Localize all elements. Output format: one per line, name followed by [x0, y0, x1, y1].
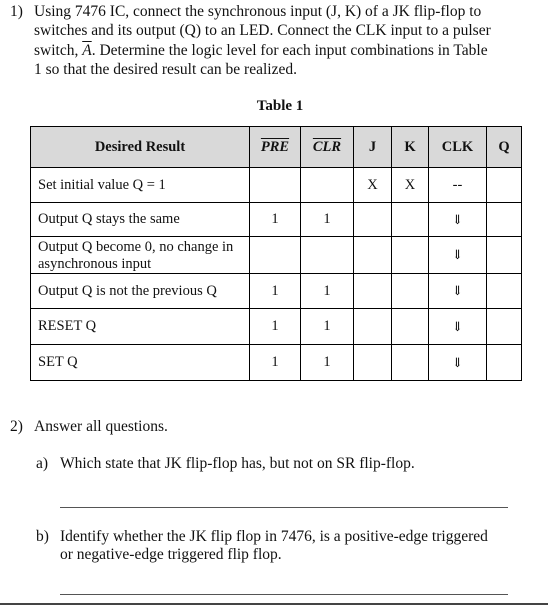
- row-desc: Set initial value Q = 1: [31, 168, 250, 203]
- question-2b-label: b): [36, 528, 49, 545]
- cell-q: [487, 309, 522, 345]
- table-row: [31, 309, 522, 345]
- cell-k: X: [392, 168, 429, 203]
- table-row: [31, 168, 522, 203]
- cell-pre: 1: [250, 345, 301, 381]
- question-1-line-2: switches and its output (Q) to an LED. Connect the CLK input to a pulser: [34, 22, 491, 39]
- row-desc: Output Q become 0, no change in asynchronous input: [31, 237, 250, 274]
- table-row: [31, 237, 522, 274]
- question-2b-line-1: Identify whether the JK flip flop in 7476, is a positive-edge triggered: [60, 528, 488, 545]
- page-bottom-divider: [0, 603, 548, 605]
- cell-j: [354, 203, 392, 237]
- table-row: [31, 345, 522, 381]
- table-row: [31, 203, 522, 237]
- header-j: J: [354, 127, 392, 168]
- question-2a-label: a): [36, 455, 49, 472]
- cell-j: [354, 237, 392, 274]
- cell-clr: 1: [301, 345, 354, 381]
- header-pre: $\overline{PRE}$: [250, 127, 301, 168]
- cell-q: [487, 203, 522, 237]
- question-1-line-3-start: switch,: [34, 42, 79, 59]
- row-desc: Output Q stays the same: [31, 203, 250, 237]
- question-1-line-1: Using 7476 IC, connect the synchronous input (J, K) of a JK flip-flop to: [34, 3, 482, 20]
- clk-falling-edge-arrow-icon: ⇓: [429, 203, 487, 237]
- question-1-line-4: 1 so that the desired result can be realized.: [34, 61, 297, 78]
- question-2b-line-2: or negative-edge triggered flip flop.: [60, 546, 282, 563]
- row-desc: SET Q: [31, 345, 250, 381]
- cell-q: [487, 274, 522, 309]
- cell-clk: --: [429, 168, 487, 203]
- cell-q: [487, 168, 522, 203]
- header-clr: $\overline{CLR}$: [301, 127, 354, 168]
- cell-j: [354, 309, 392, 345]
- cell-k: [392, 203, 429, 237]
- question-1-line-3-end: . Determine the logic level for each input combinations in Table: [91, 42, 488, 59]
- table-title: Table 1: [256, 98, 304, 114]
- cell-k: [392, 309, 429, 345]
- cell-pre: 1: [250, 309, 301, 345]
- answer-line-a[interactable]: [60, 507, 508, 508]
- cell-clr: [301, 237, 354, 274]
- question-2a-text: Which state that JK flip-flop has, but not on SR flip-flop.: [60, 455, 415, 472]
- cell-k: [392, 345, 429, 381]
- clk-falling-edge-arrow-icon: ⇓: [429, 237, 487, 274]
- cell-pre: [250, 237, 301, 274]
- row-desc: Output Q is not the previous Q: [31, 274, 250, 309]
- header-q: Q: [487, 127, 522, 168]
- cell-k: [392, 274, 429, 309]
- question-2-text: Answer all questions.: [34, 418, 168, 435]
- cell-pre: [250, 168, 301, 203]
- cell-clr: 1: [301, 274, 354, 309]
- pulser-variable-a-bar: $\overline{A}$: [82, 42, 92, 59]
- cell-clr: 1: [301, 203, 354, 237]
- cell-pre: 1: [250, 203, 301, 237]
- cell-j: [354, 345, 392, 381]
- cell-pre: 1: [250, 274, 301, 309]
- answer-line-b[interactable]: [60, 594, 508, 595]
- cell-clr: [301, 168, 354, 203]
- cell-q: [487, 237, 522, 274]
- row-desc: RESET Q: [31, 309, 250, 345]
- cell-k: [392, 237, 429, 274]
- table-header-row: [31, 127, 522, 168]
- cell-q: [487, 345, 522, 381]
- cell-j: X: [354, 168, 392, 203]
- clk-falling-edge-arrow-icon: ⇓: [429, 274, 487, 309]
- truth-table: [30, 126, 522, 381]
- question-2-number: 2): [10, 418, 23, 435]
- question-1-line-3: [34, 42, 488, 60]
- header-clk: CLK: [429, 127, 487, 168]
- table-row: [31, 274, 522, 309]
- cell-clr: 1: [301, 309, 354, 345]
- clk-falling-edge-arrow-icon: ⇓: [429, 345, 487, 381]
- cell-j: [354, 274, 392, 309]
- header-k: K: [392, 127, 429, 168]
- question-1-number: 1): [10, 3, 23, 20]
- header-desired-result: Desired Result: [31, 127, 250, 168]
- clk-falling-edge-arrow-icon: ⇓: [429, 309, 487, 345]
